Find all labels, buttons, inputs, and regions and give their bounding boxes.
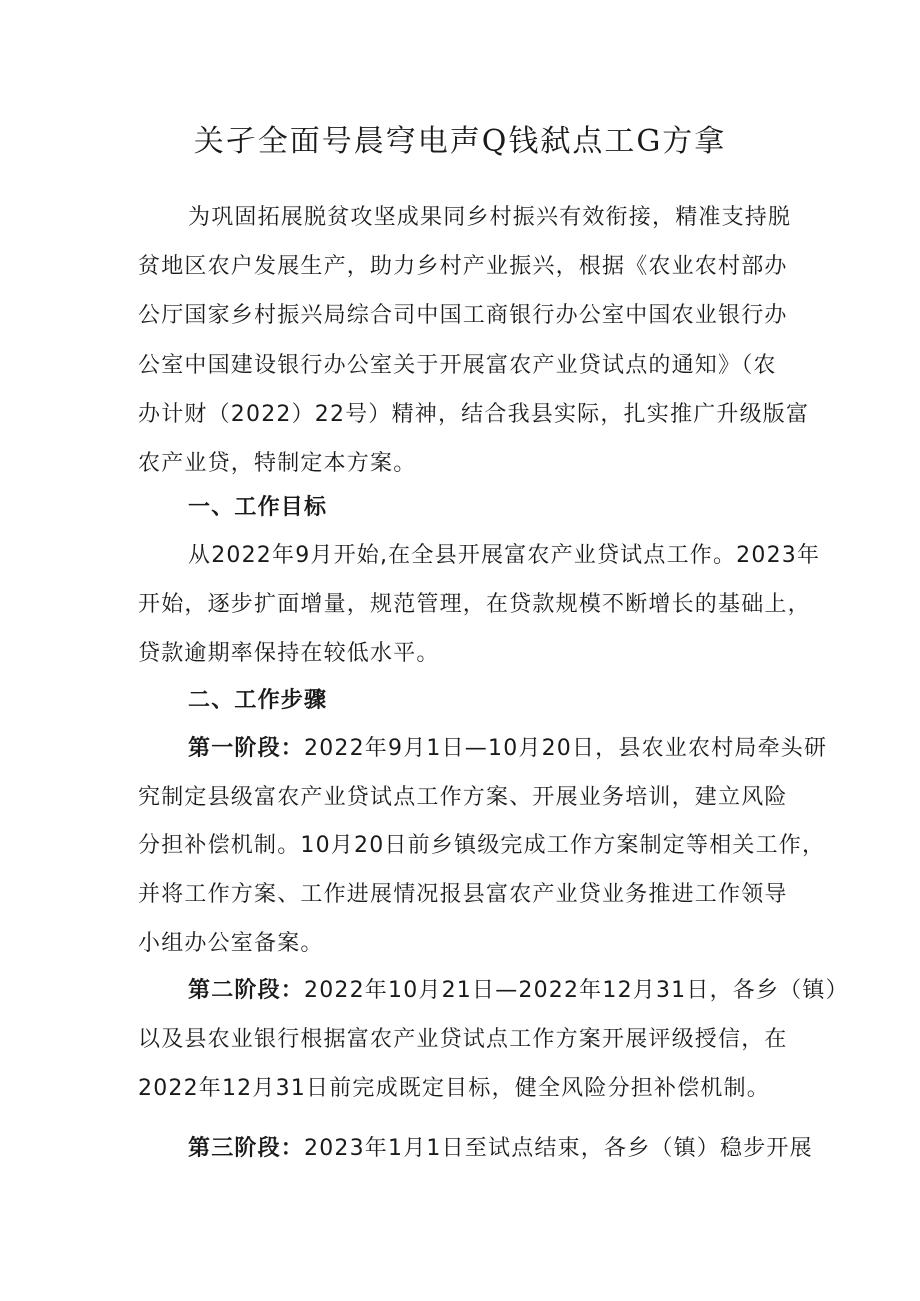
stage2-line: 2022年12月31日前完成既定目标，健全风险分担补偿机制。	[138, 1076, 770, 1101]
stage1-line: 并将工作方案、工作进展情况报县富农产业贷业务推进工作领导	[138, 882, 788, 907]
intro-line: 农产业贷，特制定本方案。	[138, 451, 417, 476]
stage1-label: 第一阶段：	[188, 736, 305, 761]
goals-line: 从2022年9月开始,在全县开展富农产业贷试点工作。2023年	[188, 543, 821, 568]
stage2-first-line	[188, 975, 849, 1007]
stage2-line: 以及县农业银行根据富农产业贷试点工作方案开展评级授信，在	[138, 1027, 788, 1052]
document-title: 关孑全面号晨穹电声Q钱弑点工G方拿	[193, 124, 727, 159]
stage1-line: 究制定县级富农产业贷试点工作方案、开展业务培训，建立风险	[138, 785, 788, 810]
intro-line: 公厅国家乡村振兴局综合司中国工商银行办公室中国农业银行办	[138, 303, 788, 328]
stage3-label: 第三阶段：	[188, 1136, 305, 1161]
goals-line: 贷款逾期率保持在较低水平。	[138, 641, 440, 666]
stage1-line: 分担补偿机制。10月20日前乡镇级完成工作方案制定等相关工作，	[138, 833, 826, 858]
intro-line: 贫地区农户发展生产，助力乡村产业振兴，根据《农业农村部办	[138, 254, 788, 279]
stage1-line: 小组办公室备案。	[138, 931, 324, 956]
goals-line: 开始，逐步扩面增量，规范管理，在贷款规模不断增长的基础上，	[138, 592, 811, 617]
stage2-text: 2022年10月21日—2022年12月31日，各乡（镇）	[304, 978, 849, 1003]
stage3-first-line	[188, 1133, 813, 1165]
stage3-text: 2023年1月1日至试点结束，各乡（镇）稳步开展	[304, 1136, 813, 1161]
intro-line: 公室中国建设银行办公室关于开展富农产业贷试点的通知》（农	[138, 353, 777, 378]
stage1-text: 2022年9月1日—10月20日，县农业农村局牵头研	[304, 736, 828, 761]
intro-line: 办计财（2022）22号）精神，结合我县实际，扎实推广升级版富	[138, 402, 810, 427]
section-heading-goals: 一、工作目标	[188, 495, 328, 520]
intro-line: 为巩固拓展脱贫攻坚成果同乡村振兴有效衔接，精准支持脱	[188, 205, 792, 230]
stage1-first-line	[188, 733, 828, 765]
section-heading-steps: 二、工作步骤	[188, 688, 328, 713]
stage2-label: 第二阶段：	[188, 978, 305, 1003]
